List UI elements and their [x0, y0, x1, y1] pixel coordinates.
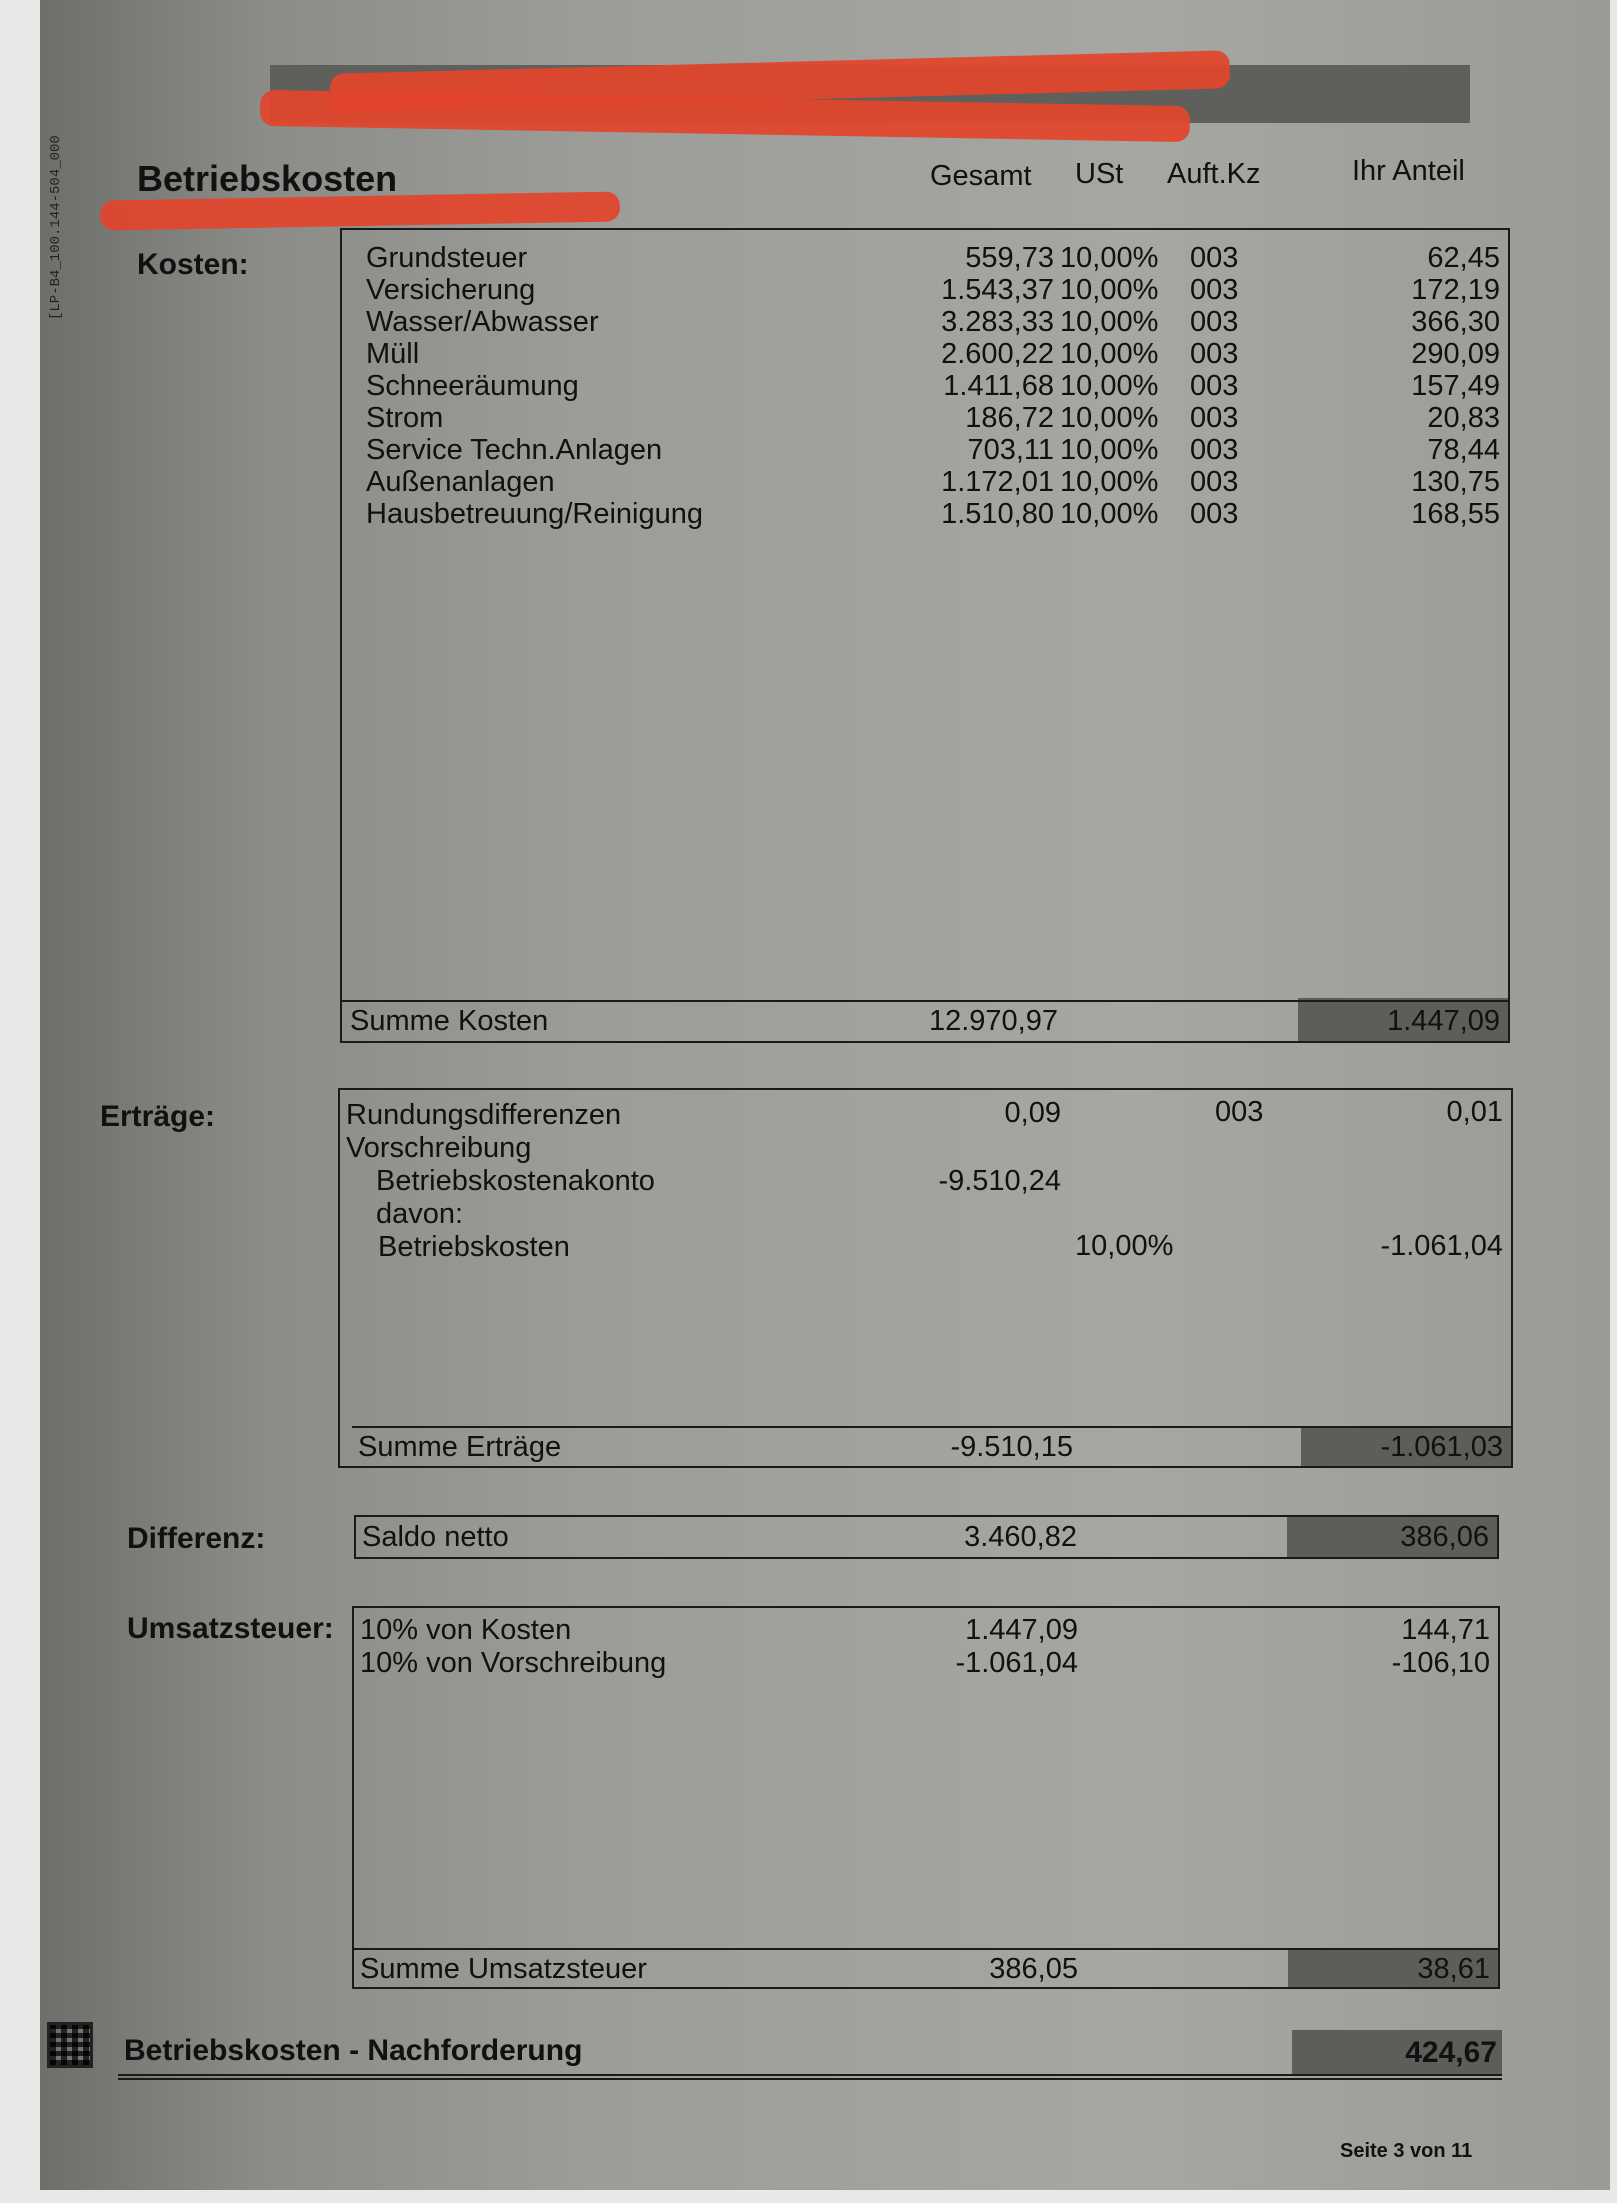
ust-vorschr-gesamt: -1.061,04 [955, 1647, 1078, 1679]
kosten-item-ust: 10,00% [1060, 338, 1159, 370]
kosten-item-anteil: 130,75 [1411, 466, 1500, 498]
col-header-auftkz: Auft.Kz [1167, 158, 1261, 190]
kosten-item-name: Wasser/Abwasser [366, 306, 599, 338]
summe-ertraege-bar [352, 1426, 1511, 1466]
kosten-item-gesamt: 186,72 [965, 402, 1054, 434]
summe-kosten-bar [342, 1000, 1508, 1042]
section-label-ertraege: Erträge: [100, 1100, 216, 1133]
summe-kosten-gesamt: 12.970,97 [928, 1005, 1058, 1037]
kosten-item-ust: 10,00% [1060, 434, 1159, 466]
kosten-item-ust: 10,00% [1060, 242, 1159, 274]
kosten-item-ust: 10,00% [1060, 306, 1159, 338]
kosten-item-anteil: 366,30 [1411, 306, 1500, 338]
akonto-gesamt: -9.510,24 [938, 1165, 1061, 1197]
kosten-item-ust: 10,00% [1060, 498, 1159, 530]
kosten-item-gesamt: 1.411,68 [943, 370, 1054, 402]
kosten-item-anteil: 20,83 [1427, 402, 1500, 434]
nachforderung-label: Betriebskosten - Nachforderung [124, 2034, 583, 2067]
ust-vorschr-anteil: -106,10 [1391, 1647, 1490, 1679]
summe-kosten-anteil: 1.447,09 [1387, 1005, 1500, 1037]
rundung-gesamt: 0,09 [1004, 1097, 1061, 1129]
davon-label: davon: [376, 1198, 464, 1230]
nachforderung-underline [118, 2074, 1502, 2080]
kosten-item-anteil: 157,49 [1411, 370, 1500, 402]
kosten-item-gesamt: 1.172,01 [941, 466, 1054, 498]
nachforderung-betrag: 424,67 [1405, 2036, 1497, 2069]
summe-ertraege-label: Summe Erträge [358, 1431, 562, 1463]
kosten-item-gesamt: 2.600,22 [941, 338, 1054, 370]
kosten-item-kz: 003 [1190, 434, 1239, 466]
kosten-item-name: Müll [366, 338, 420, 370]
kosten-item-gesamt: 703,11 [967, 434, 1054, 466]
summe-kosten-label: Summe Kosten [350, 1005, 549, 1037]
kosten-item-anteil: 290,09 [1411, 338, 1500, 370]
rundung-kz: 003 [1215, 1096, 1264, 1128]
kosten-item-ust: 10,00% [1060, 402, 1159, 434]
rundung-anteil: 0,01 [1446, 1096, 1503, 1128]
ust-kosten-label: 10% von Kosten [360, 1614, 572, 1646]
kosten-item-ust: 10,00% [1060, 466, 1159, 498]
summe-umsatzsteuer-bar [354, 1948, 1498, 1987]
kosten-item-kz: 003 [1190, 370, 1239, 402]
kosten-box [340, 228, 1510, 1043]
kosten-item-gesamt: 3.283,33 [941, 306, 1054, 338]
akonto-label: Betriebskostenakonto [376, 1165, 655, 1197]
kosten-item-gesamt: 1.510,80 [941, 498, 1054, 530]
kosten-item-name: Außenanlagen [366, 466, 555, 498]
kosten-item-ust: 10,00% [1060, 274, 1159, 306]
summe-umsatzsteuer-label: Summe Umsatzsteuer [360, 1953, 647, 1985]
kosten-item-kz: 003 [1190, 242, 1239, 274]
kosten-item-kz: 003 [1190, 498, 1239, 530]
section-label-umsatzsteuer: Umsatzsteuer: [127, 1612, 334, 1645]
kosten-item-gesamt: 559,73 [965, 242, 1054, 274]
kosten-item-kz: 003 [1190, 306, 1239, 338]
ust-vorschr-label: 10% von Vorschreibung [360, 1647, 667, 1679]
kosten-item-anteil: 78,44 [1427, 434, 1500, 466]
kosten-item-anteil: 172,19 [1411, 274, 1500, 306]
ust-kosten-gesamt: 1.447,09 [965, 1614, 1078, 1646]
kosten-item-name: Hausbetreuung/Reinigung [366, 498, 703, 530]
bk-label: Betriebskosten [378, 1231, 570, 1263]
bk-anteil: -1.061,04 [1380, 1230, 1503, 1262]
umsatzsteuer-box [352, 1606, 1500, 1989]
bk-ust: 10,00% [1075, 1230, 1174, 1262]
ust-kosten-anteil: 144,71 [1401, 1614, 1490, 1646]
side-document-code: [LP-B4_100.144-504_000 [48, 135, 64, 320]
kosten-item-name: Grundsteuer [366, 242, 528, 274]
kosten-item-kz: 003 [1190, 338, 1239, 370]
saldo-anteil: 386,06 [1400, 1521, 1489, 1553]
saldo-gesamt: 3.460,82 [964, 1521, 1077, 1553]
kosten-item-kz: 003 [1190, 466, 1239, 498]
datamatrix-code-icon [47, 2022, 93, 2068]
kosten-item-name: Service Techn.Anlagen [366, 434, 663, 466]
col-header-ust: USt [1075, 158, 1124, 190]
page-footer: Seite 3 von 11 [1340, 2140, 1473, 2162]
vorschreibung-label: Vorschreibung [346, 1132, 532, 1164]
section-label-differenz: Differenz: [127, 1522, 266, 1555]
summe-umsatzsteuer-anteil: 38,61 [1417, 1953, 1490, 1985]
section-label-kosten: Kosten: [137, 248, 249, 281]
summe-ertraege-gesamt: -9.510,15 [950, 1431, 1073, 1463]
kosten-item-name: Schneeräumung [366, 370, 579, 402]
saldo-label: Saldo netto [362, 1521, 509, 1553]
col-header-anteil: Ihr Anteil [1352, 155, 1465, 187]
summe-umsatzsteuer-gesamt: 386,05 [989, 1953, 1078, 1985]
kosten-item-name: Strom [366, 402, 444, 434]
kosten-item-name: Versicherung [366, 274, 536, 306]
kosten-item-anteil: 168,55 [1411, 498, 1500, 530]
rundung-label: Rundungsdifferenzen [346, 1099, 622, 1131]
kosten-item-kz: 003 [1190, 274, 1239, 306]
col-header-gesamt: Gesamt [930, 160, 1032, 192]
kosten-item-gesamt: 1.543,37 [941, 274, 1054, 306]
document-title: Betriebskosten [137, 158, 398, 199]
kosten-item-ust: 10,00% [1060, 370, 1159, 402]
kosten-item-anteil: 62,45 [1427, 242, 1500, 274]
kosten-item-kz: 003 [1190, 402, 1239, 434]
differenz-box [354, 1515, 1499, 1559]
ertraege-box [338, 1088, 1513, 1468]
summe-ertraege-anteil: -1.061,03 [1380, 1431, 1503, 1463]
